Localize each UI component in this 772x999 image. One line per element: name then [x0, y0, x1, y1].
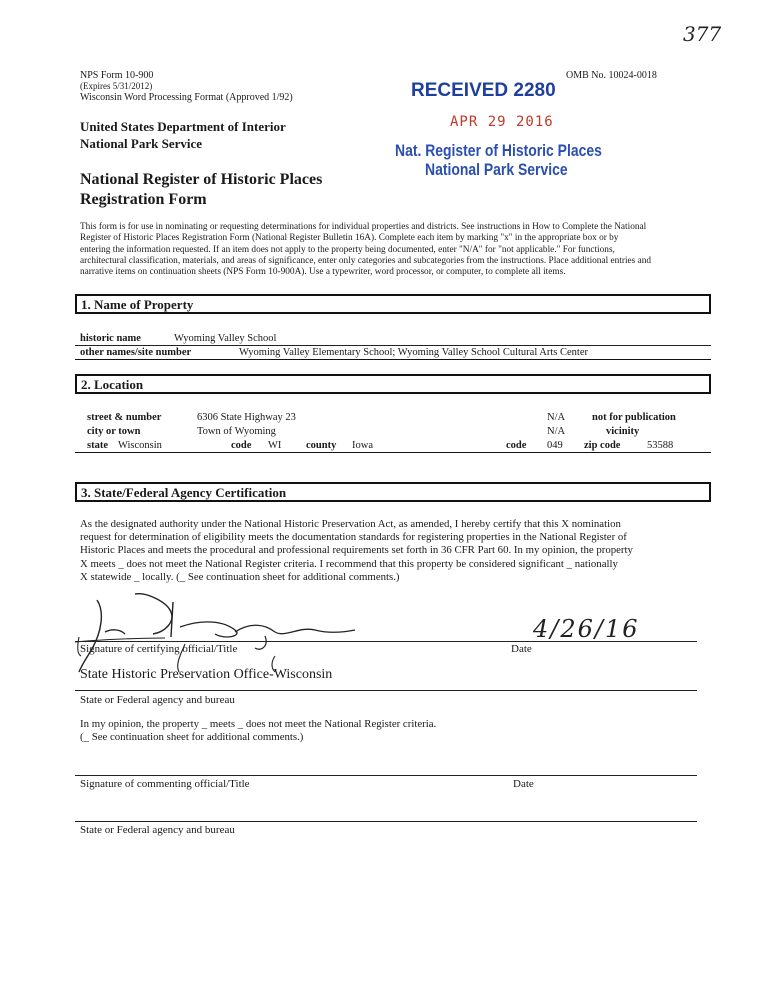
state-code-label: code [231, 440, 252, 451]
instructions-paragraph [80, 222, 720, 278]
not-for-publication-na: N/A [547, 412, 566, 423]
section-3-header [75, 482, 711, 502]
opinion-line: (_ See continuation sheet for additional comments.) [80, 731, 304, 744]
historic-name-value: Wyoming Valley School [174, 333, 277, 344]
dept-line-1: United States Department of Interior [80, 119, 286, 134]
handwritten-date: 4/26/16 [533, 615, 640, 643]
commenting-signature-label: Signature of commenting official/Title [80, 778, 250, 790]
form-expires: (Expires 5/31/2012) [80, 81, 153, 91]
form-number: NPS Form 10-900 [80, 70, 154, 81]
city-label: city or town [87, 426, 141, 437]
divider [75, 452, 711, 453]
other-names-value: Wyoming Valley Elementary School; Wyoming Valley School Cultural Arts Center [239, 347, 588, 358]
comment-signature-line [75, 775, 697, 776]
intro-line: architectural classification, materials, and areas of significance, enter only categories and subcategories from the instructions. Place additional entries and [80, 255, 652, 266]
omb-number: OMB No. 10024-0018 [566, 70, 657, 81]
zip-label: zip code [584, 440, 621, 451]
cert-line: X meets _ does not meet the National Register criteria. I recommend that this property be considered significant _ nationally [80, 557, 618, 570]
received-stamp: RECEIVED 2280 [411, 80, 556, 101]
stamp-register-line: Nat. Register of Historic Places [395, 141, 602, 160]
intro-line: narrative items on continuation sheets (NPS Form 10-900A). Use a typewriter, word processor, or computer, to complete all items. [80, 267, 566, 278]
cert-line: X statewide _ locally. (_ See continuation sheet for additional comments.) [80, 570, 400, 583]
intro-line: Register of Historic Places Registration Form (National Register Bulletin 16A). Complete each item by marking "x" in the appropriate box or by [80, 233, 619, 244]
form-title [80, 170, 322, 210]
page-number: 377 [683, 22, 722, 46]
state-value: Wisconsin [118, 440, 162, 451]
department-heading [80, 118, 286, 152]
section-1-header [75, 294, 711, 314]
signature-label: Signature of certifying official/Title [80, 643, 238, 655]
section-3-title: 3. State/Federal Agency Certification [81, 485, 287, 500]
opinion-line: In my opinion, the property _ meets _ does not meet the National Register criteria. [80, 718, 437, 730]
city-value: Town of Wyoming [197, 426, 276, 437]
divider [75, 359, 711, 360]
county-label: county [306, 440, 337, 451]
not-for-publication-label: not for publication [592, 412, 676, 423]
agency2-label: State or Federal agency and bureau [80, 824, 235, 836]
opinion-block [80, 718, 436, 744]
title-line-2: Registration Form [80, 191, 207, 208]
state-label: state [87, 440, 108, 451]
office-name: State Historic Preservation Office-Wisconsin [80, 667, 333, 682]
title-line-1: National Register of Historic Places [80, 171, 323, 188]
signature-line [75, 641, 697, 642]
street-value: 6306 State Highway 23 [197, 412, 296, 423]
agency-label: State or Federal agency and bureau [80, 694, 235, 706]
state-code-value: WI [268, 440, 282, 451]
historic-name-label: historic name [80, 333, 141, 344]
cert-line: Historic Places and meets the procedural and professional requirements set forth in 36 CFR Part 60. In my opinion, the property [80, 544, 633, 557]
section-1-title: 1. Name of Property [81, 297, 194, 312]
vicinity-label: vicinity [606, 426, 640, 437]
divider [75, 821, 697, 822]
stamp-nps-line: National Park Service [425, 160, 568, 179]
form-info [80, 70, 293, 103]
cert-line: request for determination of eligibility meets the documentation standards for registering properties in the National Register of [80, 531, 627, 544]
section-2-header [75, 374, 711, 394]
date-label: Date [511, 643, 532, 655]
certification-paragraph [80, 518, 633, 584]
zip-value: 53588 [647, 440, 674, 451]
county-code-value: 049 [547, 440, 563, 451]
form-format: Wisconsin Word Processing Format (Approved 1/92) [80, 92, 293, 103]
intro-line: entering the information requested. If an item does not apply to the property being documented, enter "N/A" for "not applicable." For functions, [80, 244, 615, 255]
county-value: Iowa [352, 440, 373, 451]
received-date-stamp: APR 29 2016 [450, 114, 554, 130]
other-names-label: other names/site number [80, 347, 192, 358]
cert-line: As the designated authority under the National Historic Preservation Act, as amended, I hereby certify that this X nomination [80, 518, 621, 530]
section-2-title: 2. Location [81, 377, 144, 392]
commenting-date-label: Date [513, 778, 534, 790]
vicinity-na: N/A [547, 426, 566, 437]
county-code-label: code [506, 440, 527, 451]
street-label: street & number [87, 412, 162, 423]
divider [75, 690, 697, 691]
dept-line-2: National Park Service [80, 136, 203, 151]
intro-line: This form is for use in nominating or requesting determinations for individual properties and districts. See instructions in How to Complete the National [80, 222, 647, 232]
